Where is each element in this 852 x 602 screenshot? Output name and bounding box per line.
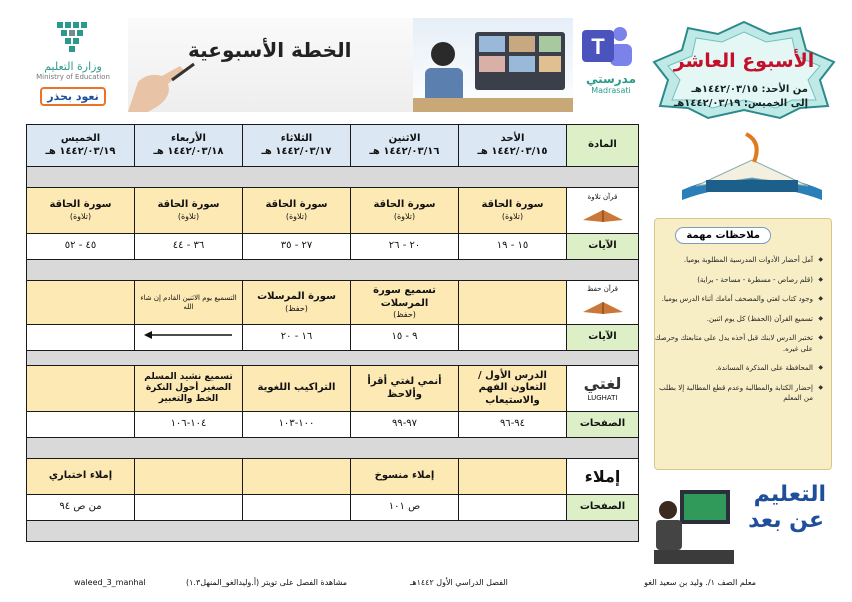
spacer-row [27,351,639,366]
verses-cell: ٤٥ - ٥٢ [27,234,135,260]
list-item: ◆ (قلم رصاص - مسطرة - مساحة - براية) [651,275,813,286]
twitter-handle: waleed_3_manhal [74,578,146,587]
open-book-icon [676,130,828,212]
day-header: الأحد ١٤٤٢/٠٣/١٥ هـ [459,125,567,167]
list-item: ◆ إحضار الكتابة والمطالبة وعدم قطع المطالبة إلا بطلب من المعلم [651,383,813,404]
day-header: الخميس ١٤٤٢/٠٣/١٩ هـ [27,125,135,167]
lughati-logo-icon: لغتي [583,374,622,394]
lughati-pages-row [27,412,639,438]
lesson-cell [27,366,135,412]
verses-cell: ٣٦ - ٤٤ [135,234,243,260]
lesson-cell: سورة الحاقة (تلاوة) [459,188,567,234]
day-header: الاثنين ١٤٤٢/٠٣/١٦ هـ [351,125,459,167]
verses-cell: ١٥ - ١٩ [459,234,567,260]
pages-cell: ص ١٠١ [351,495,459,521]
weekly-plan-banner [128,18,413,112]
lesson-cell [459,281,567,325]
hifz-verses-row [27,325,639,351]
video-call-icon [413,18,573,112]
imlaa-pages-row [27,495,639,521]
list-item: ◆ وجود كتاب لغتي والمصحف أمامك أثناء الدرس يوميا. [651,294,813,305]
pages-cell: من ص ٩٤ [27,495,135,521]
pages-cell [459,495,567,521]
lesson-cell: سورة الحاقة (تلاوة) [351,188,459,234]
madrasati-logo [576,72,646,108]
lesson-cell: التسميع يوم الاثنين القادم إن شاء الله [135,281,243,325]
lesson-cell: سورة المرسلات (حفظ) [243,281,351,325]
lesson-cell: الدرس الأول / التعاون الفهم والاستيعاب [459,366,567,412]
twitter-channel: مشاهدة الفصل على تويتر (أ.وليدالغو_المنهل١.٣) [186,578,348,587]
lesson-cell [459,459,567,495]
pages-cell: ٩٤-٩٦ [459,412,567,438]
student-computer-icon [654,480,734,564]
spacer-row [27,167,639,188]
hifz-subject: قرآن حفظ [567,281,639,325]
verses-cell: ٢٠ - ٢٦ [351,234,459,260]
pages-label: الصفحات [567,495,639,521]
teams-logo [576,22,640,70]
verses-cell: ١٦ - ٢٠ [243,325,351,351]
distance-learning-badge [654,480,830,564]
notes-list [651,255,825,413]
ministry-emblem-icon [43,18,103,54]
lesson-cell: سورة الحاقة (تلاوة) [243,188,351,234]
imlaa-subject: إملاء [567,459,639,495]
pages-cell: ١٠٠-١٠٣ [243,412,351,438]
slogan-badge: نعود بحذر [40,87,105,106]
verses-cell [27,325,135,351]
important-notes-panel [654,218,832,470]
online-class-illustration [413,18,573,112]
week-title: الأسبوع العاشر [673,50,815,72]
teams-icon [576,22,640,70]
pages-label: الصفحات [567,412,639,438]
pages-cell: ١٠٤-١٠٦ [135,412,243,438]
madrasati-name-en: Madrasati [591,86,631,95]
imlaa-lessons-row [27,459,639,495]
pages-cell [135,495,243,521]
verses-cell [459,325,567,351]
continuation-arrow [135,325,243,351]
ministry-name-en: Ministry of Education [36,73,110,81]
school-logo [676,130,828,212]
distance-title-line2: عن بعد [748,508,824,533]
verses-label: الآيات [567,234,639,260]
lesson-cell: سورة الحاقة (تلاوة) [135,188,243,234]
lesson-cell: تسميع نشيد المسلم الصغير أحول النكرة الخط والتعبير [135,366,243,412]
notes-title: ملاحظات مهمة [675,227,771,244]
lughati-subject: لغتي LUGHATI [567,366,639,412]
ministry-name-ar: وزارة التعليم [44,60,102,73]
arrow-left-icon [144,330,234,340]
lughati-lessons-row [27,366,639,412]
day-header: الأربعاء ١٤٤٢/٠٣/١٨ هـ [135,125,243,167]
lesson-cell: إملاء منسوخ [351,459,459,495]
quran-book-icon [579,294,627,316]
tilawa-lessons-row [27,188,639,234]
quran-book-icon [579,202,627,224]
lesson-cell: التراكيب اللغوية [243,366,351,412]
day-header: الثلاثاء ١٤٤٢/٠٣/١٧ هـ [243,125,351,167]
teacher-name: معلم الصف ١/. وليد بن سعيد الغو [644,578,756,587]
hifz-lessons-row [27,281,639,325]
lesson-cell [135,459,243,495]
lesson-cell: سورة الحاقة (تلاوة) [27,188,135,234]
list-item: ◆ تختبر الدرس لابنك قبل أخذه يدل على متابعتك وحرصك على غيره. [651,333,813,354]
tilawa-verses-row [27,234,639,260]
ministry-logo [18,18,128,110]
pages-cell [243,495,351,521]
spacer-row [27,260,639,281]
lesson-cell: أنمي لغتي أقرأ وألاحظ [351,366,459,412]
days-header-row [27,125,639,167]
list-item: ◆ آمل أحضار الأدوات المدرسية المطلوبة يوميا. [651,255,813,266]
tilawa-subject: قرآن تلاوة [567,188,639,234]
week-from-date: من الأحد: ١٤٤٢/٠٣/١٥هـ [691,84,808,95]
lesson-cell [27,281,135,325]
madrasati-name-ar: مدرستي [585,72,637,86]
lesson-cell: إملاء اختباري [27,459,135,495]
list-item: ◆ تسميع القرآن (الحفظ) كل يوم اثنين. [651,314,813,325]
lesson-cell [243,459,351,495]
spacer-row [27,521,639,542]
verses-cell: ٢٧ - ٣٥ [243,234,351,260]
svg-text:T: T [591,34,605,59]
lesson-cell: تسميع سورة المرسلات (حفظ) [351,281,459,325]
term-label: الفصل الدراسي الأول ١٤٤٢هـ [410,578,508,587]
weekly-plan-table [26,124,639,542]
list-item: ◆ المحافظة على المذكرة المساندة. [651,363,813,374]
week-to-date: إلى الخميس: ١٤٤٢/٠٣/١٩هـ [673,98,808,109]
subject-header: المادة [567,125,639,167]
writing-hand-icon [128,62,198,112]
page-title: الخطة الأسبوعية [188,38,352,62]
spacer-row [27,438,639,459]
verses-label: الآيات [567,325,639,351]
week-badge [650,20,838,120]
distance-title-line1: التعليم [753,482,826,507]
verses-cell: ٩ - ١٥ [351,325,459,351]
pages-cell [27,412,135,438]
pages-cell: ٩٧-٩٩ [351,412,459,438]
